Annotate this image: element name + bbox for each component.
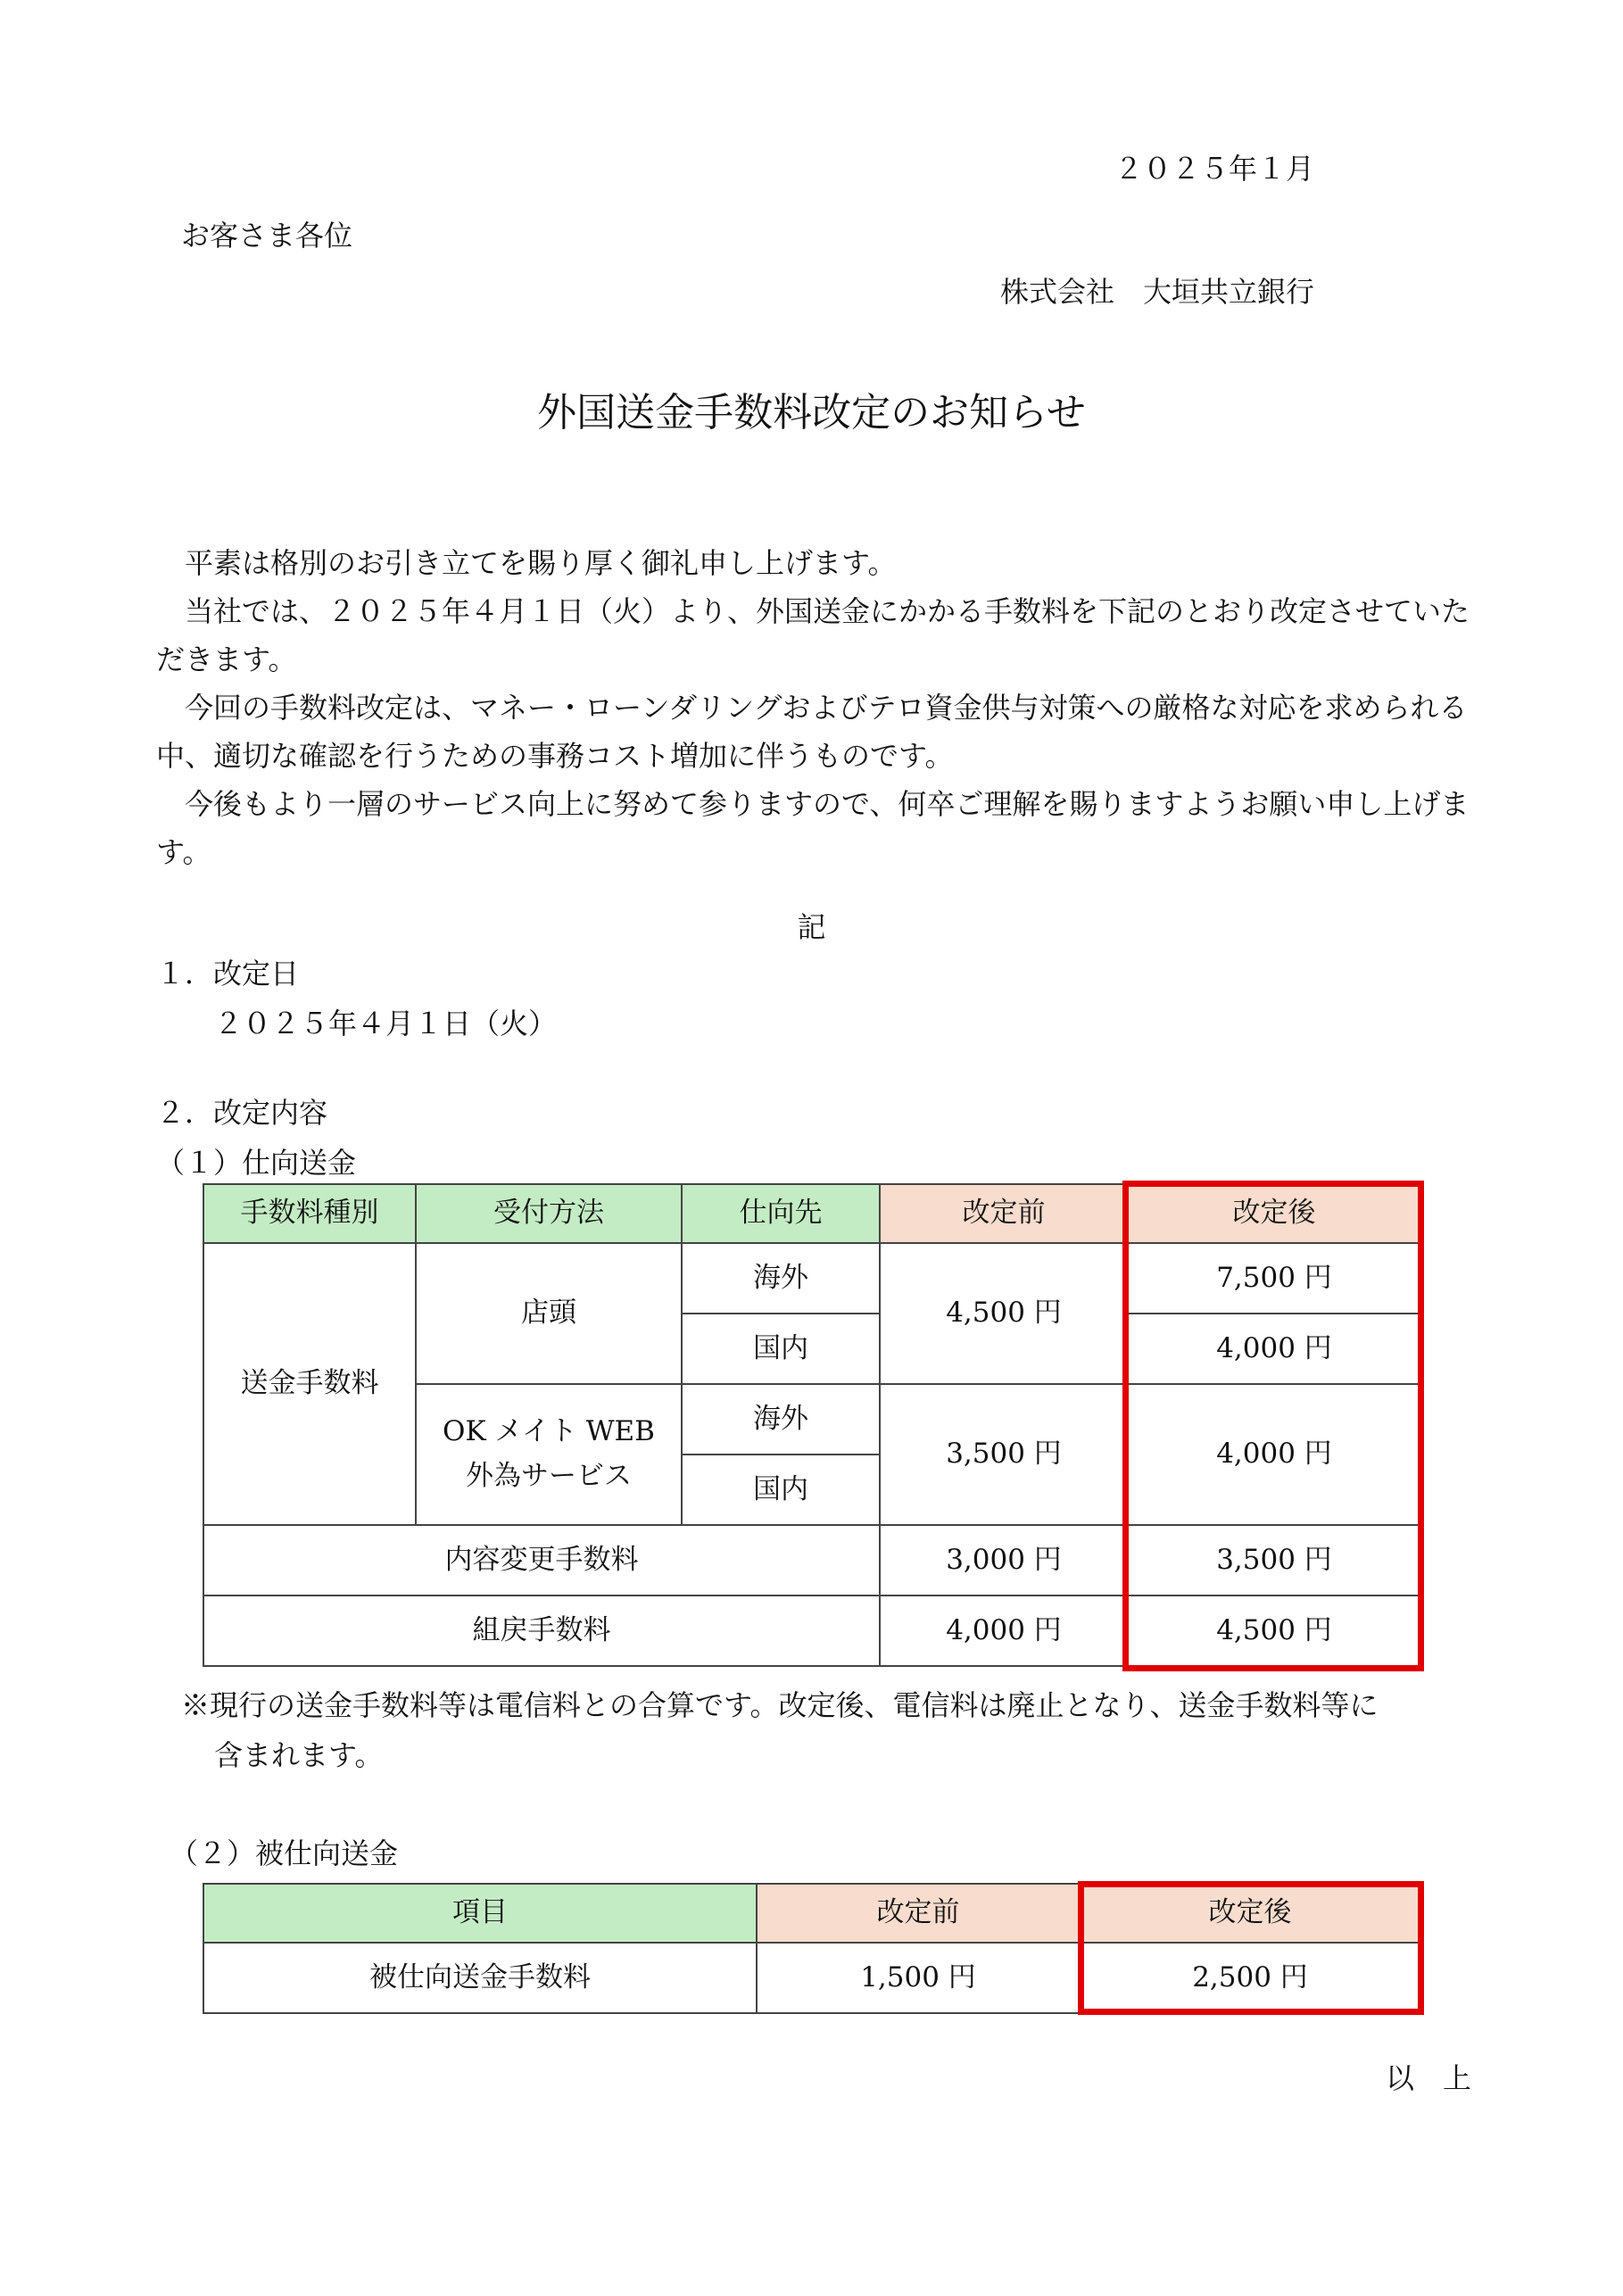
counter-before: 4,500 円 bbox=[880, 1243, 1128, 1384]
section2-heading: ２．改定内容 bbox=[156, 1096, 328, 1130]
counter-overseas-after: 7,500 円 bbox=[1128, 1243, 1420, 1314]
header-method: 受付方法 bbox=[416, 1184, 682, 1243]
outward-remittance-heading: （１）仕向送金 bbox=[156, 1146, 357, 1180]
reason-paragraph: 今回の手数料改定は、マネー・ローンダリングおよびテロ資金供与対策への厳格な対応を求められる中、適切な確認を行うための事務コスト増加に伴うものです。 bbox=[156, 691, 1468, 773]
closing-paragraph: 今後もより一層のサービス向上に努めて参りますので、何卒ご理解を賜りますようお願い申し上げます。 bbox=[156, 787, 1470, 869]
dest-domestic: 国内 bbox=[682, 1314, 880, 1384]
dest-overseas: 海外 bbox=[682, 1384, 880, 1455]
change-fee-after: 3,500 円 bbox=[1128, 1525, 1420, 1596]
highlight-after-column bbox=[1122, 1181, 1424, 1671]
counter-domestic-after: 4,000 円 bbox=[1128, 1314, 1420, 1384]
issue-date: ２０２５年１月 bbox=[1114, 152, 1314, 186]
inward-fee-after: 2,500 円 bbox=[1080, 1943, 1420, 2013]
section1-heading: １．改定日 bbox=[156, 957, 300, 991]
method-counter: 店頭 bbox=[416, 1243, 682, 1384]
change-fee-label: 内容変更手数料 bbox=[203, 1525, 880, 1596]
inward-fee-before: 1,500 円 bbox=[757, 1943, 1080, 2013]
header-before: 改定前 bbox=[757, 1884, 1080, 1943]
closing-mark: 以 上 bbox=[1385, 2061, 1471, 2095]
note-line1: ※現行の送金手数料等は電信料との合算です。改定後、電信料は廃止となり、送金手数料等に bbox=[181, 1688, 1379, 1722]
header-fee-type: 手数料種別 bbox=[203, 1184, 416, 1243]
cancel-fee-label: 組戻手数料 bbox=[203, 1596, 880, 1666]
revision-date: ２０２５年４月１日（火） bbox=[214, 1007, 558, 1040]
dest-domestic: 国内 bbox=[682, 1455, 880, 1525]
sender: 株式会社 大垣共立銀行 bbox=[999, 275, 1314, 309]
web-before: 3,500 円 bbox=[880, 1384, 1128, 1525]
inward-remittance-heading: （２）被仕向送金 bbox=[170, 1836, 399, 1870]
method-web bbox=[416, 1384, 682, 1525]
announcement-paragraph: 当社では、２０２５年４月１日（火）より、外国送金にかかる手数料を下記のとおり改定させていただきます。 bbox=[156, 594, 1470, 676]
header-destination: 仕向先 bbox=[682, 1184, 880, 1243]
web-after: 4,000 円 bbox=[1128, 1384, 1420, 1525]
note-line2: 含まれます。 bbox=[214, 1738, 384, 1772]
cancel-fee-before: 4,000 円 bbox=[880, 1596, 1128, 1666]
method-web-line2: 外為サービス bbox=[466, 1460, 632, 1492]
page-title: 外国送金手数料改定のお知らせ bbox=[537, 390, 1086, 435]
change-fee-before: 3,000 円 bbox=[880, 1525, 1128, 1596]
greeting-paragraph: 平素は格別のお引き立てを賜り厚く御礼申し上げます。 bbox=[185, 546, 897, 580]
dest-overseas: 海外 bbox=[682, 1243, 880, 1314]
cancel-fee-after: 4,500 円 bbox=[1128, 1596, 1420, 1666]
header-after: 改定後 bbox=[1080, 1884, 1420, 1943]
recipient: お客さま各位 bbox=[181, 219, 353, 253]
header-item: 項目 bbox=[203, 1884, 757, 1943]
header-after: 改定後 bbox=[1128, 1184, 1420, 1243]
inward-fee-label: 被仕向送金手数料 bbox=[203, 1943, 757, 2013]
fee-type-remittance: 送金手数料 bbox=[203, 1243, 416, 1525]
highlight-inward-after-column bbox=[1078, 1881, 1424, 2015]
method-web-line1: OK メイト WEB bbox=[443, 1415, 655, 1448]
ki-marker: 記 bbox=[797, 910, 826, 944]
header-before: 改定前 bbox=[880, 1184, 1128, 1243]
